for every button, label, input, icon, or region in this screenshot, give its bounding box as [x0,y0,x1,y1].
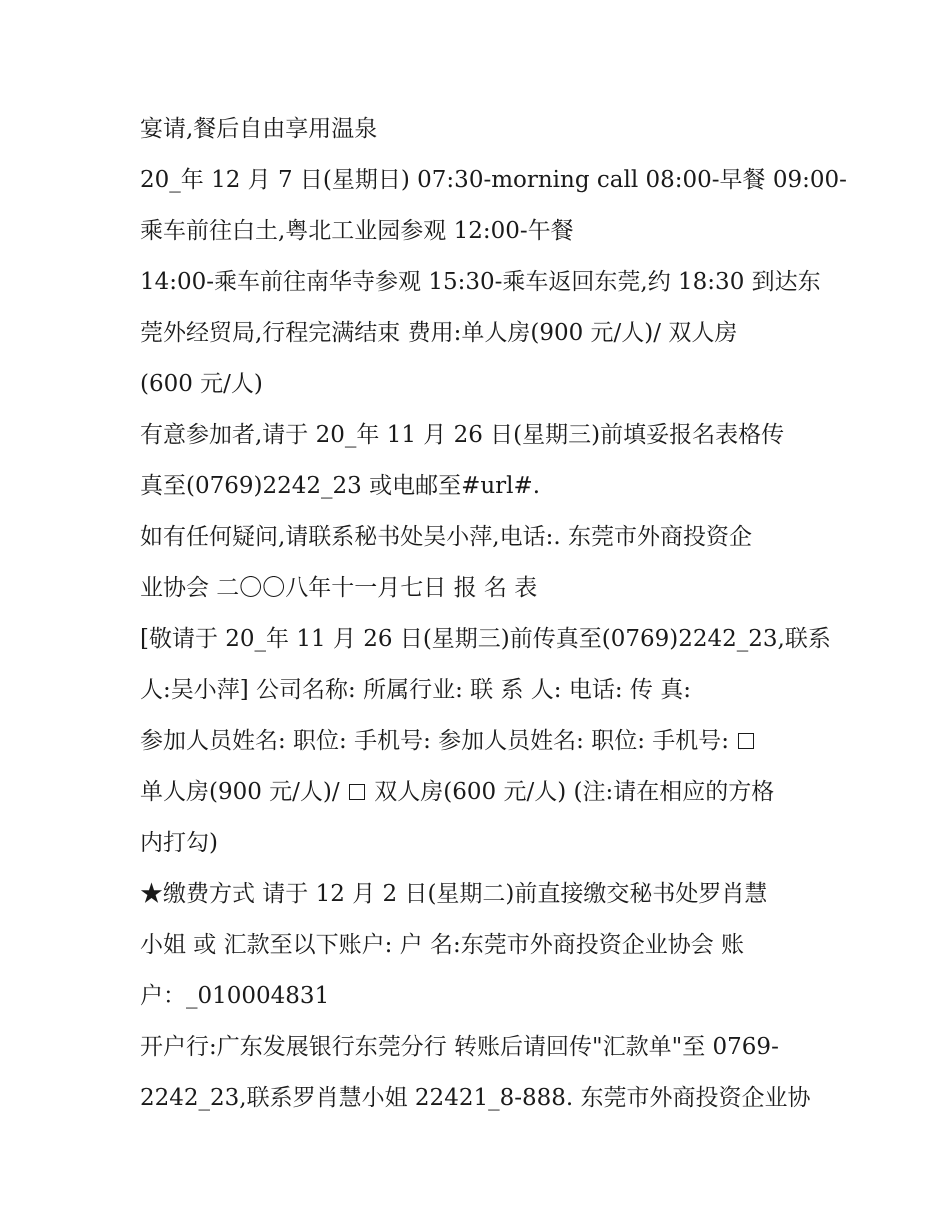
text-line: 莞外经贸局,行程完满结束 费用:单人房(900 元/人)/ 双人房 [140,320,738,346]
single-room-checkbox[interactable] [738,733,754,749]
text-line: 开户行:广东发展银行东莞分行 转账后请回传"汇款单"至 0769- [140,1034,779,1060]
text-line: 小姐 或 汇款至以下账户: 户 名:东莞市外商投资企业协会 账 [140,932,745,958]
text-line: 宴请,餐后自由享用温泉 [140,116,378,142]
double-room-checkbox[interactable] [349,784,365,800]
text-line: 户：_010004831 [140,983,330,1009]
text-line-with-checkbox [140,716,820,767]
text-line: 如有任何疑问,请联系秘书处吴小萍,电话:. 东莞市外商投资企 [140,524,752,550]
text-line: ★缴费方式 请于 12 月 2 日(星期二)前直接缴交秘书处罗肖慧 [140,881,768,907]
text-segment: 双人房(600 元/人) (注:请在相应的方格 [374,779,775,805]
text-line: (600 元/人) [140,371,263,397]
text-line: [敬请于 20_年 11 月 26 日(星期三)前传真至(0769)2242_23,联系 [140,626,831,652]
text-line-with-checkbox [140,767,820,818]
text-line: 真至(0769)2242_23 或电邮至#url#. [140,473,541,499]
text-line: 20_年 12 月 7 日(星期日) 07:30-morning call 08:00-早餐 09:00- [140,167,847,193]
text-line: 14:00-乘车前往南华寺参观 15:30-乘车返回东莞,约 18:30 到达东 [140,269,821,295]
text-line: 业协会 二〇〇八年十一月七日 报 名 表 [140,575,538,601]
document-body [140,104,847,1124]
text-line: 有意参加者,请于 20_年 11 月 26 日(星期三)前填妥报名表格传 [140,422,785,448]
text-line: 2242_23,联系罗肖慧小姐 22421_8-888. 东莞市外商投资企业协 [140,1085,811,1111]
text-segment: 单人房(900 元/人)/ [140,779,340,805]
text-line: 乘车前往白土,粤北工业园参观 12:00-午餐 [140,218,574,244]
text-line: 人:吴小萍] 公司名称: 所属行业: 联 系 人: 电话: 传 真: [140,677,691,703]
text-line: 内打勾) [140,830,218,856]
text-segment: 参加人员姓名: 职位: 手机号: 参加人员姓名: 职位: 手机号: [140,728,730,754]
